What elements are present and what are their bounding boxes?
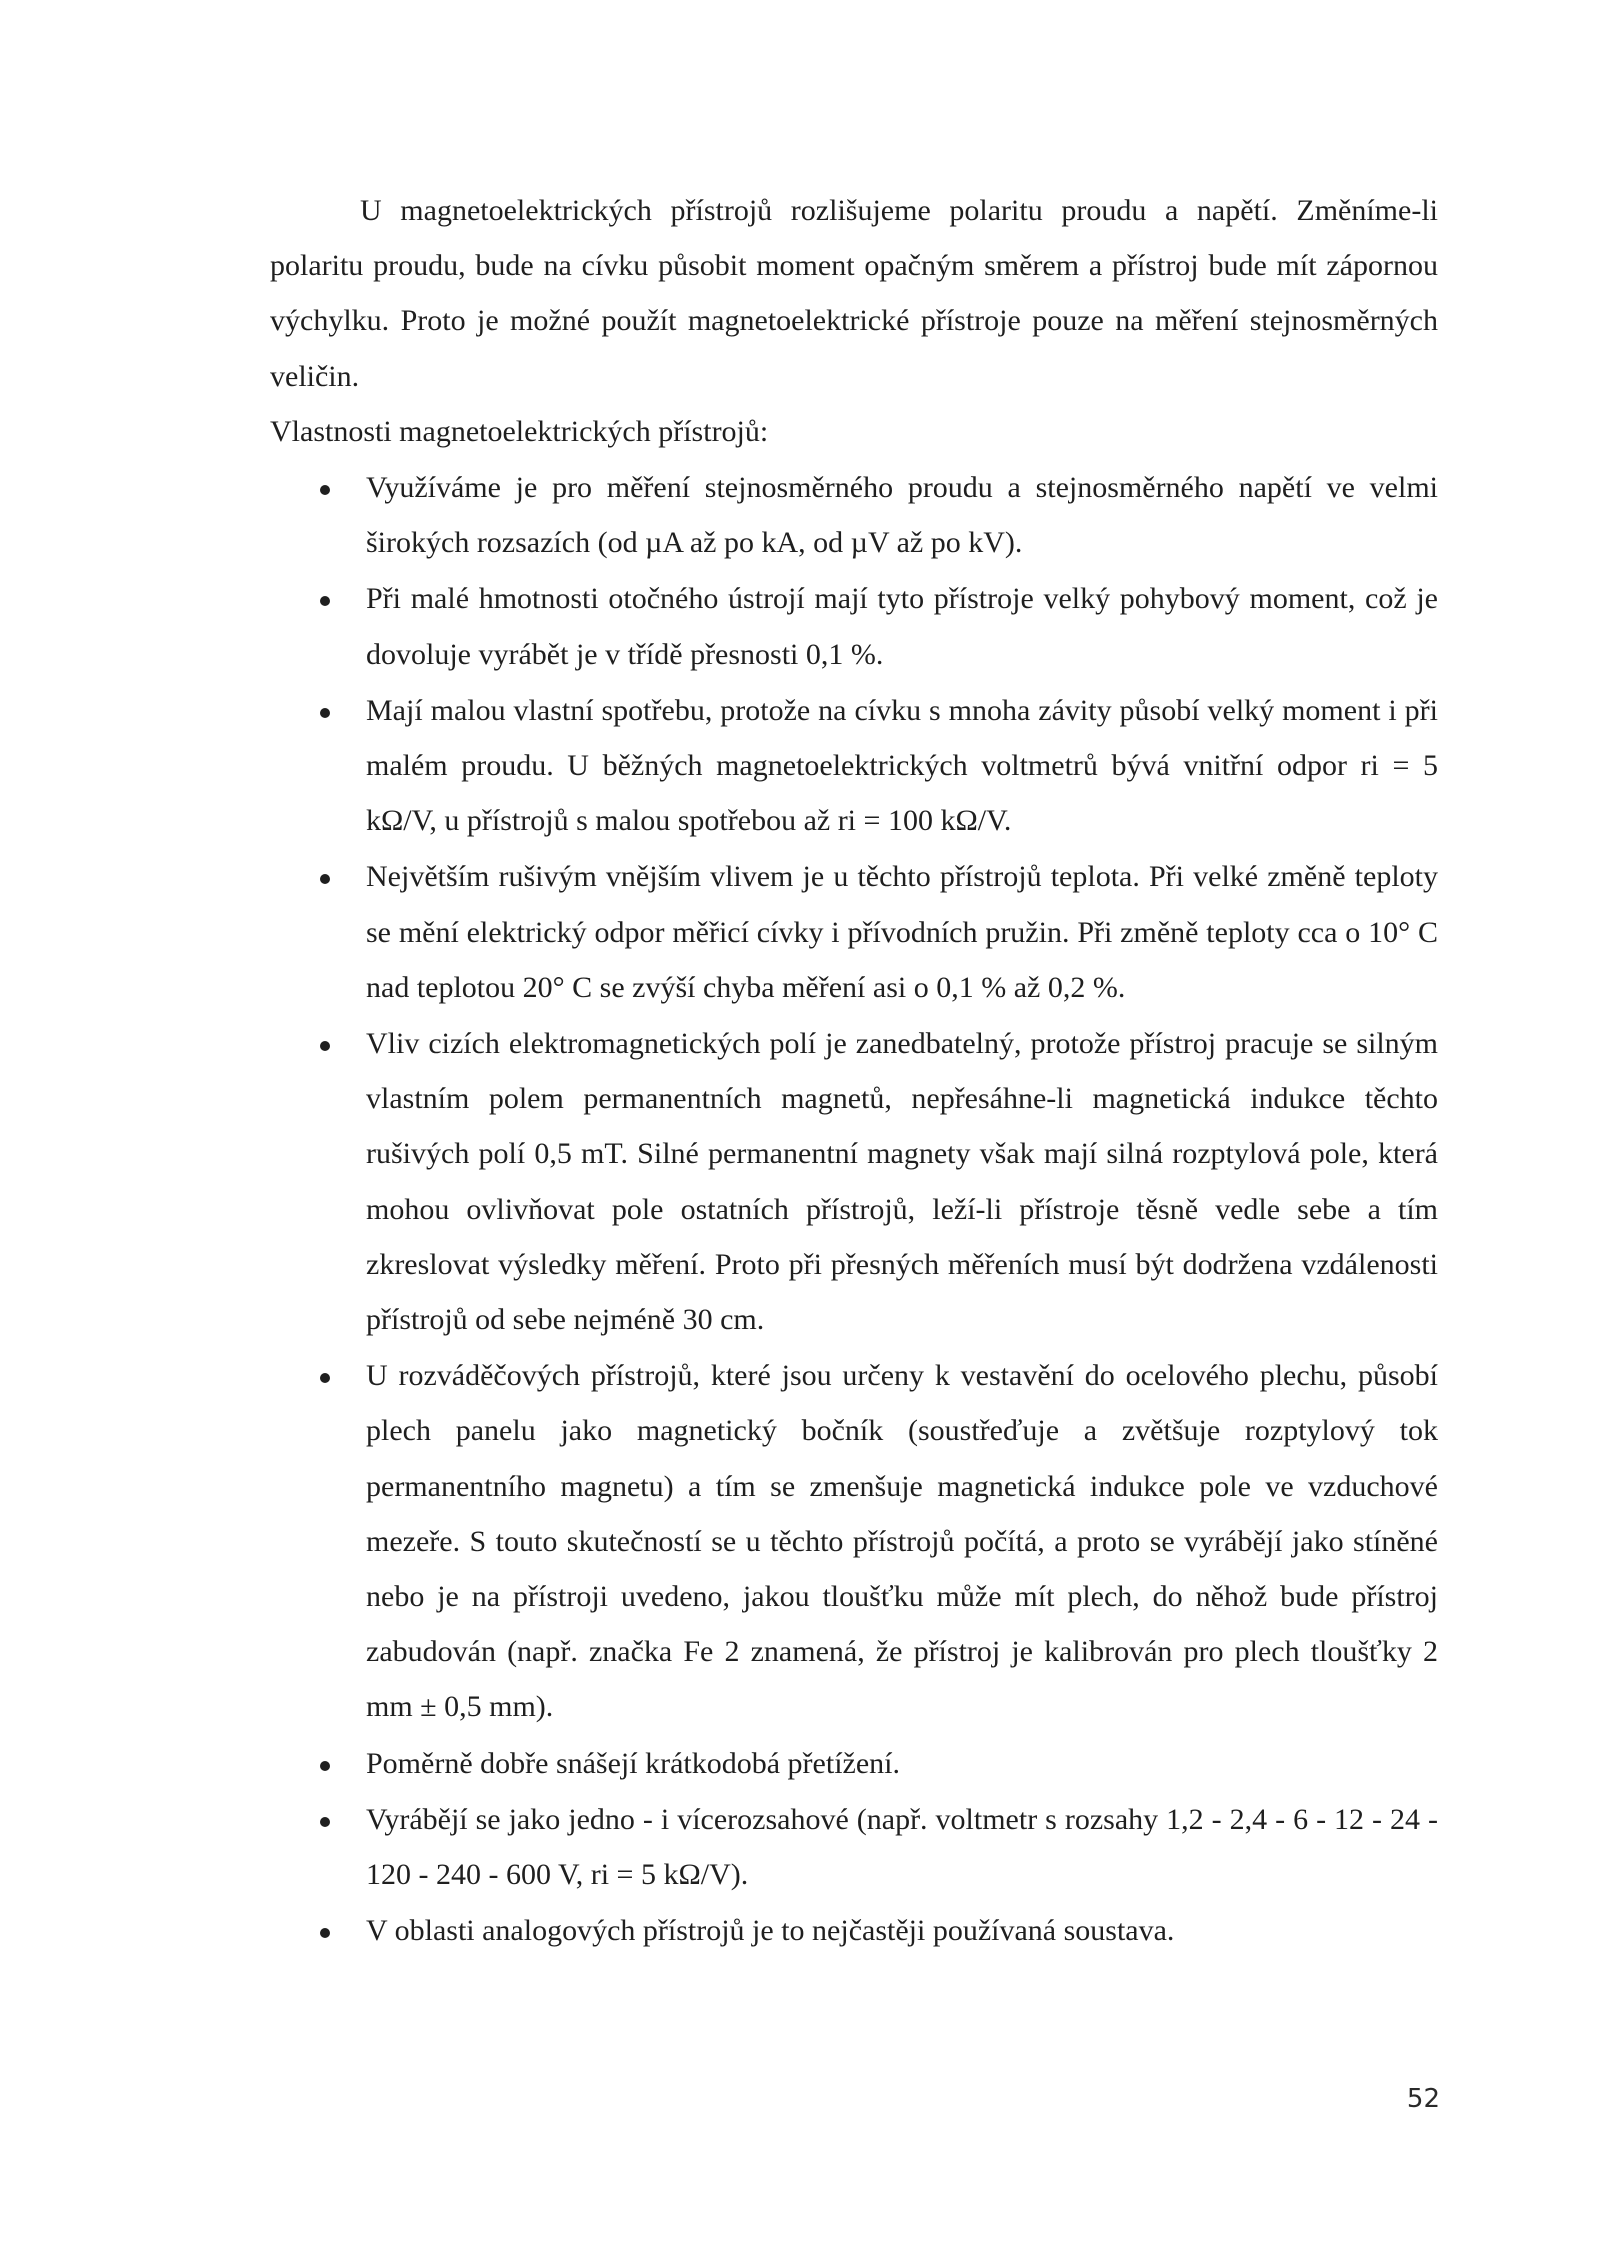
list-heading: Vlastnosti magnetoelektrických přístrojů: <box>270 414 769 448</box>
bullet-icon <box>320 1373 330 1383</box>
bullet-icon <box>320 1761 330 1771</box>
list-item <box>270 1736 1438 1791</box>
bullet-icon <box>320 1928 330 1938</box>
list-item-text: V oblasti analogových přístrojů je to nejčastěji používaná soustava. <box>366 1914 1175 1948</box>
bullet-icon <box>320 708 330 718</box>
list-item-text: Největším rušivým vnějším vlivem je u těchto přístrojů teplota. Při velké změně teploty se mění elektrický odpor měřicí cívky i přívodních pružin. Při změně teploty cca o 10° C nad teplotou 20° C se zvýší chyba měření asi o 0,1 % až 0,2 %. <box>366 860 1438 1004</box>
page-number: 52 <box>1406 2084 1440 2114</box>
list-item-text: Vliv cizích elektromagnetických polí je zanedbatelný, protože přístroj pracuje se silným vlastním polem permanentních magnetů, nepřesáhne-li magnetická indukce těchto rušivých polí 0,5 mT. Silné permanentní magnety však mají silná rozptylová pole, která mohou ovlivňovat pole ostatních přístrojů, leží-li přístroje těsně vedle sebe a tím zkreslovat výsledky měření. Proto při přesných měřeních musí být dodržena vzdálenosti přístrojů od sebe nejméně 30 cm. <box>366 1027 1438 1337</box>
list-item <box>270 1903 1438 1958</box>
list-item <box>270 849 1438 1015</box>
list-item <box>270 1792 1438 1902</box>
list-item-text: Poměrně dobře snášejí krátkodobá přetížení. <box>366 1746 900 1780</box>
list-item <box>270 1348 1438 1734</box>
list-item <box>270 571 1438 681</box>
list-item <box>270 683 1438 849</box>
list-item <box>270 1016 1438 1347</box>
bullet-icon <box>320 485 330 495</box>
list-item-text: Využíváme je pro měření stejnosměrného proudu a stejnosměrného napětí ve velmi širokých rozsazích (od µA až po kA, od µV až po kV). <box>366 471 1438 560</box>
bullet-icon <box>320 1041 330 1051</box>
list-item-text: U rozváděčových přístrojů, které jsou určeny k vestavění do ocelového plechu, působí plech panelu jako magnetický bočník (soustřeďuje a zvětšuje rozptylový tok permanentního magnetu) a tím se zmenšuje magnetická indukce pole ve vzduchové mezeře. S touto skutečností se u těchto přístrojů počítá, a proto se vyrábějí jako stíněné nebo je na přístroji uvedeno, jakou tloušťku může mít plech, do něhož bude přístroj zabudován (např. značka Fe 2 znamená, že přístroj je kalibrován pro plech tloušťky 2 mm ± 0,5 mm). <box>366 1359 1438 1724</box>
intro-paragraph: U magnetoelektrických přístrojů rozlišujeme polaritu proudu a napětí. Změníme-li polaritu proudu, bude na cívku působit moment opačným směrem a přístroj bude mít zápornou výchylku. Proto je možné použít magnetoelektrické přístroje pouze na měření stejnosměrných veličin. <box>270 194 1438 393</box>
bullet-icon <box>320 874 330 884</box>
list-item <box>270 460 1438 570</box>
list-item-text: Vyrábějí se jako jedno - i vícerozsahové (např. voltmetr s rozsahy 1,2 - 2,4 - 6 - 12 - 24 - 120 - 240 - 600 V, ri = 5 kΩ/V). <box>366 1802 1438 1892</box>
properties-list <box>270 460 1438 1958</box>
bullet-icon <box>320 596 330 606</box>
bullet-icon <box>320 1817 330 1827</box>
list-item-text: Mají malou vlastní spotřebu, protože na cívku s mnoha závity působí velký moment i při malém proudu. U běžných magnetoelektrických voltmetrů bývá vnitřní odpor ri = 5 kΩ/V, u přístrojů s malou spotřebou až ri = 100 kΩ/V. <box>366 693 1438 838</box>
list-item-text: Při malé hmotnosti otočného ústrojí mají tyto přístroje velký pohybový moment, což je dovoluje vyrábět je v třídě přesnosti 0,1 %. <box>366 582 1438 671</box>
document-page <box>270 183 1438 1959</box>
